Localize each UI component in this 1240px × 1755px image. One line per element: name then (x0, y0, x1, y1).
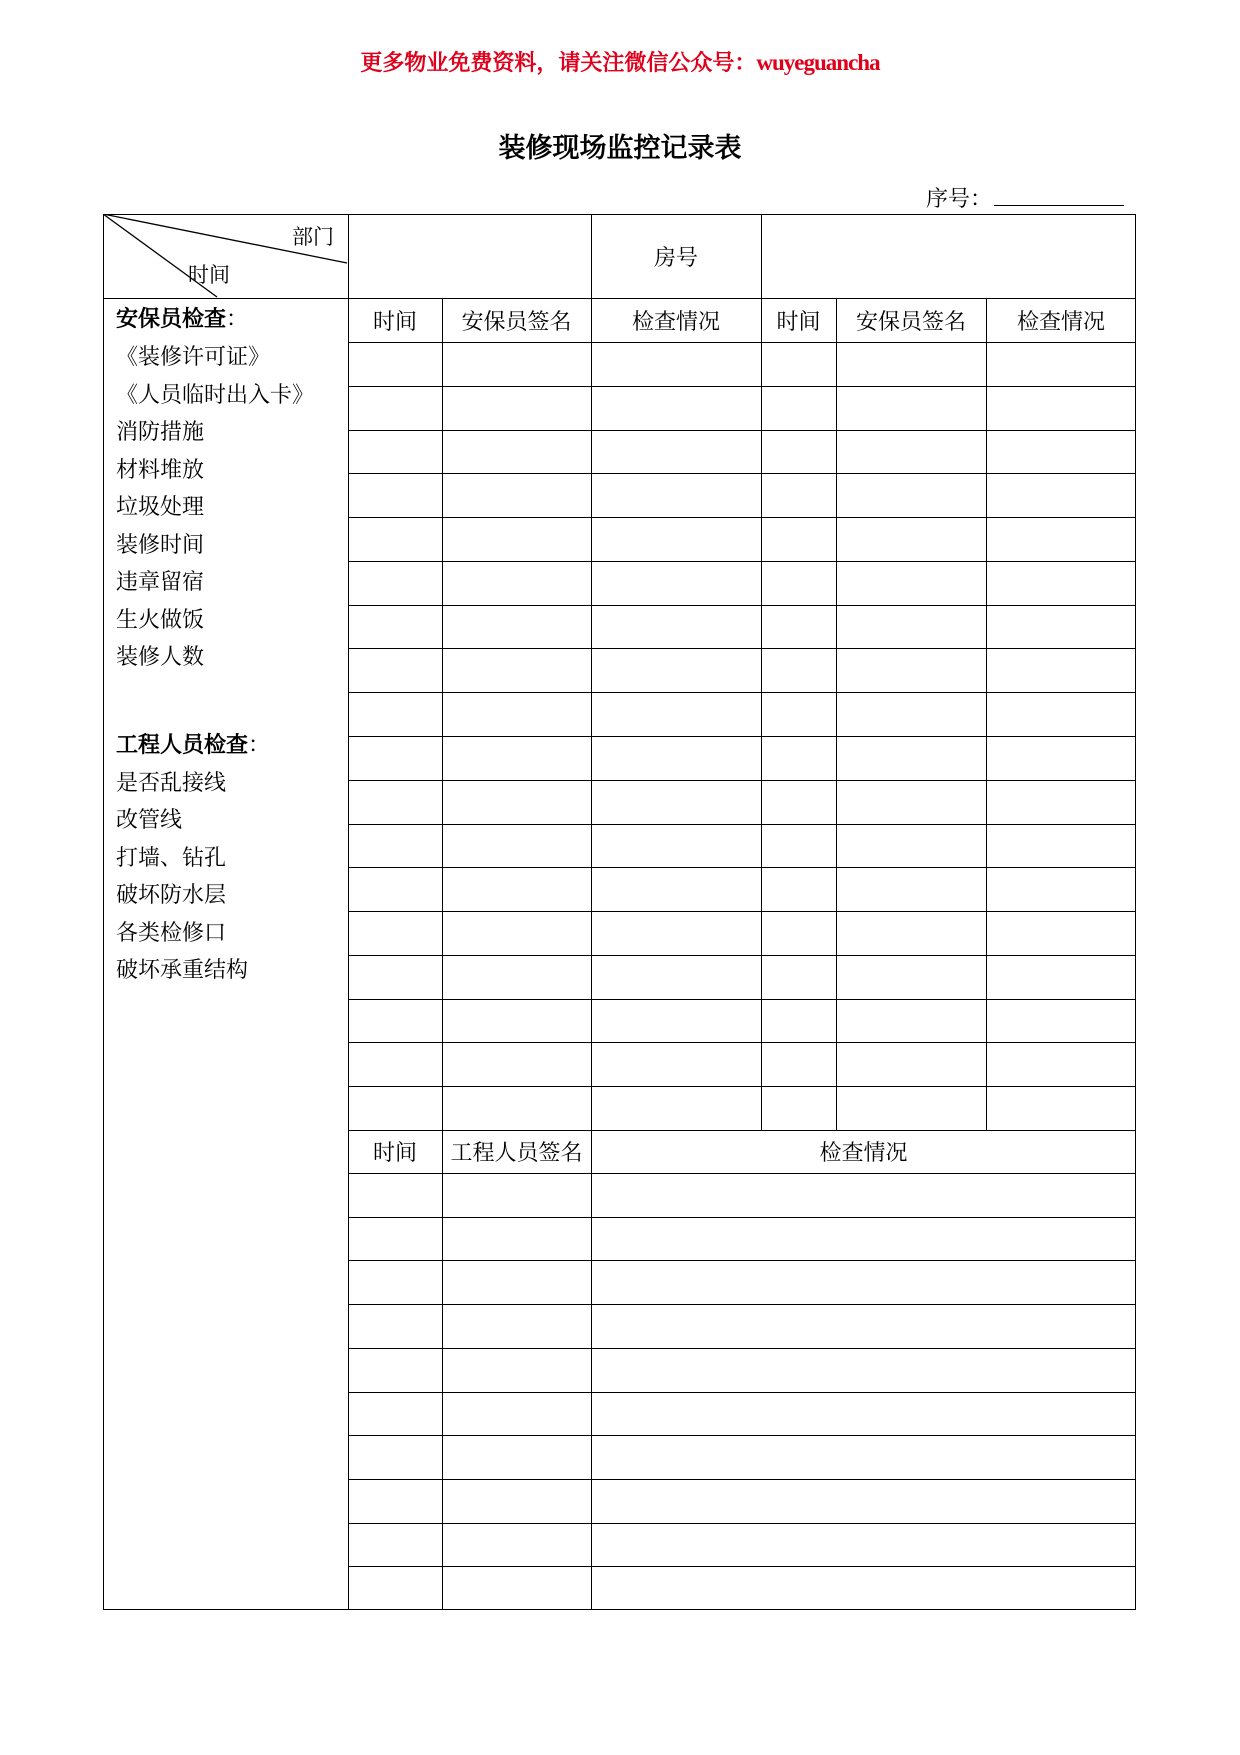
table-cell[interactable] (761, 736, 836, 780)
table-cell[interactable] (591, 1348, 1136, 1392)
table-cell[interactable] (761, 648, 836, 692)
serial-label: 序号： (926, 187, 993, 212)
serial-input-line[interactable] (994, 205, 1124, 206)
table-cell[interactable] (986, 605, 1136, 649)
table-cell[interactable] (986, 780, 1136, 824)
table-cell[interactable] (986, 342, 1136, 386)
table-cell[interactable] (761, 1086, 836, 1130)
table-cell[interactable] (591, 999, 761, 1043)
table-cell[interactable] (761, 342, 836, 386)
security-item: 《人员临时出入卡》 (116, 383, 315, 408)
table-cell[interactable] (442, 692, 591, 736)
table-cell[interactable] (442, 473, 591, 517)
table-cell[interactable] (442, 386, 591, 430)
table-cell[interactable] (591, 386, 761, 430)
table-cell[interactable] (348, 999, 442, 1043)
table-cell[interactable] (836, 1086, 986, 1130)
table-cell[interactable] (591, 1392, 1136, 1436)
engineering-item: 改管线 (116, 808, 183, 833)
table-cell[interactable] (836, 430, 986, 474)
table-cell[interactable] (591, 911, 761, 955)
table-cell[interactable] (836, 999, 986, 1043)
table-cell[interactable] (986, 867, 1136, 911)
table-cell[interactable] (591, 1217, 1136, 1261)
table-cell[interactable] (442, 430, 591, 474)
table-cell[interactable] (442, 517, 591, 561)
col-header-time: 时间 (372, 309, 417, 335)
table-cell[interactable] (348, 1173, 442, 1217)
table-cell[interactable] (442, 605, 591, 649)
table-cell[interactable] (591, 561, 761, 605)
table-cell[interactable] (442, 1086, 591, 1130)
table-cell[interactable] (761, 911, 836, 955)
page-title: 装修现场监控记录表 (498, 133, 742, 164)
table-cell[interactable] (348, 1348, 442, 1392)
table-cell[interactable] (348, 1304, 442, 1348)
promo-account: wuyeguancha (756, 50, 880, 75)
security-heading: 安保员检查： (116, 307, 249, 332)
table-cell[interactable] (761, 386, 836, 430)
table-cell[interactable] (591, 517, 761, 561)
table-cell[interactable] (591, 780, 761, 824)
table-cell[interactable] (348, 867, 442, 911)
table-cell[interactable] (591, 473, 761, 517)
table-cell[interactable] (591, 1260, 1136, 1304)
table-cell[interactable] (591, 1173, 1136, 1217)
table-cell[interactable] (348, 648, 442, 692)
table-cell[interactable] (348, 955, 442, 999)
table-cell[interactable] (442, 955, 591, 999)
table-cell[interactable] (348, 1392, 442, 1436)
engineering-item: 打墙、钻孔 (116, 846, 227, 871)
table-cell[interactable] (442, 1392, 591, 1436)
table-cell[interactable] (836, 648, 986, 692)
row-divider (348, 1130, 1136, 1131)
security-item: 垃圾处理 (116, 495, 205, 520)
table-cell[interactable] (442, 824, 591, 868)
table-cell[interactable] (348, 473, 442, 517)
table-cell[interactable] (442, 911, 591, 955)
room-value-cell[interactable] (761, 214, 1136, 298)
security-item: 消防措施 (116, 420, 205, 445)
table-cell[interactable] (442, 561, 591, 605)
table-cell[interactable] (442, 1217, 591, 1261)
table-cell[interactable] (761, 517, 836, 561)
table-cell[interactable] (442, 1479, 591, 1523)
table-cell[interactable] (986, 517, 1136, 561)
table-cell[interactable] (986, 736, 1136, 780)
table-cell[interactable] (986, 473, 1136, 517)
table-cell[interactable] (442, 1173, 591, 1217)
table-cell[interactable] (986, 386, 1136, 430)
table-cell[interactable] (348, 1086, 442, 1130)
table-cell[interactable] (836, 473, 986, 517)
table-cell[interactable] (836, 692, 986, 736)
table-cell[interactable] (591, 605, 761, 649)
table-cell[interactable] (836, 1042, 986, 1086)
engineering-item: 各类检修口 (116, 921, 227, 946)
table-cell[interactable] (442, 867, 591, 911)
col-header-inspection: 检查情况 (819, 1141, 908, 1166)
table-cell[interactable] (348, 1260, 442, 1304)
promo-text: 更多物业免费资料，请关注微信公众号： (360, 51, 757, 76)
col-header-time: 时间 (776, 309, 821, 335)
table-cell[interactable] (591, 824, 761, 868)
header-divider (103, 298, 1136, 299)
col-header-inspection: 检查情况 (1016, 309, 1105, 335)
table-cell[interactable] (836, 780, 986, 824)
engineering-item: 是否乱接线 (116, 771, 227, 796)
table-cell[interactable] (986, 1042, 1136, 1086)
header-divider (761, 214, 762, 298)
table-cell[interactable] (442, 999, 591, 1043)
table-cell[interactable] (761, 561, 836, 605)
table-cell[interactable] (591, 1042, 761, 1086)
table-cell[interactable] (591, 692, 761, 736)
table-cell[interactable] (591, 1086, 761, 1130)
table-cell[interactable] (986, 692, 1136, 736)
table-cell[interactable] (591, 1566, 1136, 1610)
table-cell[interactable] (442, 342, 591, 386)
table-cell[interactable] (591, 342, 761, 386)
table-cell[interactable] (761, 1042, 836, 1086)
table-cell[interactable] (348, 342, 442, 386)
table-cell[interactable] (836, 911, 986, 955)
security-item: 生火做饭 (116, 608, 205, 633)
table-cell[interactable] (591, 1435, 1136, 1479)
engineering-item: 破坏承重结构 (116, 958, 249, 983)
table-cell[interactable] (591, 736, 761, 780)
table-cell[interactable] (348, 692, 442, 736)
col-header-security-signature: 安保员签名 (461, 309, 572, 335)
header-dept-label: 部门 (292, 225, 334, 249)
room-label: 房号 (653, 245, 698, 271)
security-item: 违章留宿 (116, 570, 205, 595)
table-cell[interactable] (348, 736, 442, 780)
table-cell[interactable] (348, 386, 442, 430)
table-cell[interactable] (591, 1523, 1136, 1567)
col-header-engineer-signature: 工程人员签名 (450, 1141, 583, 1166)
engineering-heading: 工程人员检查： (116, 733, 271, 758)
table-cell[interactable] (761, 605, 836, 649)
table-cell[interactable] (836, 824, 986, 868)
col-header-inspection: 检查情况 (631, 309, 720, 335)
table-cell[interactable] (442, 1042, 591, 1086)
table-cell[interactable] (986, 824, 1136, 868)
promo-banner (0, 46, 1240, 77)
header-time-label: 时间 (188, 263, 230, 287)
table-cell[interactable] (761, 955, 836, 999)
table-cell[interactable] (442, 1260, 591, 1304)
table-cell[interactable] (348, 517, 442, 561)
table-cell[interactable] (836, 605, 986, 649)
table-cell[interactable] (442, 780, 591, 824)
dept-value-cell[interactable] (348, 214, 591, 298)
table-cell[interactable] (348, 1435, 442, 1479)
table-cell[interactable] (986, 430, 1136, 474)
table-cell[interactable] (442, 1304, 591, 1348)
table-cell[interactable] (348, 1042, 442, 1086)
table-cell[interactable] (442, 1523, 591, 1567)
table-cell[interactable] (442, 1566, 591, 1610)
table-cell[interactable] (591, 867, 761, 911)
table-cell[interactable] (986, 955, 1136, 999)
table-cell[interactable] (836, 517, 986, 561)
table-cell[interactable] (442, 1435, 591, 1479)
table-cell[interactable] (348, 1217, 442, 1261)
table-cell[interactable] (348, 1523, 442, 1567)
table-cell[interactable] (761, 780, 836, 824)
table-cell[interactable] (442, 736, 591, 780)
col-header-security-signature: 安保员签名 (855, 309, 966, 335)
security-item: 《装修许可证》 (116, 345, 271, 370)
table-cell[interactable] (348, 430, 442, 474)
col-header-time: 时间 (372, 1141, 417, 1166)
table-cell[interactable] (761, 430, 836, 474)
table-cell[interactable] (761, 692, 836, 736)
table-cell[interactable] (836, 386, 986, 430)
engineering-item: 破坏防水层 (116, 883, 227, 908)
security-item: 材料堆放 (116, 458, 205, 483)
table-cell[interactable] (442, 648, 591, 692)
header-divider (591, 214, 592, 298)
table-cell[interactable] (348, 561, 442, 605)
table-cell[interactable] (986, 1086, 1136, 1130)
table-cell[interactable] (442, 1348, 591, 1392)
table-cell[interactable] (348, 911, 442, 955)
table-cell[interactable] (986, 648, 1136, 692)
table-cell[interactable] (761, 473, 836, 517)
table-cell[interactable] (761, 867, 836, 911)
table-cell[interactable] (836, 561, 986, 605)
table-cell[interactable] (591, 648, 761, 692)
table-cell[interactable] (591, 430, 761, 474)
table-cell[interactable] (348, 605, 442, 649)
table-cell[interactable] (986, 561, 1136, 605)
security-item: 装修人数 (116, 645, 205, 670)
table-cell[interactable] (761, 999, 836, 1043)
table-cell[interactable] (836, 955, 986, 999)
table-cell[interactable] (348, 780, 442, 824)
table-cell[interactable] (836, 736, 986, 780)
table-cell[interactable] (986, 911, 1136, 955)
table-cell[interactable] (348, 1566, 442, 1610)
table-cell[interactable] (591, 1304, 1136, 1348)
table-cell[interactable] (986, 999, 1136, 1043)
table-cell[interactable] (761, 824, 836, 868)
table-cell[interactable] (348, 1479, 442, 1523)
security-item: 装修时间 (116, 533, 205, 558)
table-cell[interactable] (348, 824, 442, 868)
table-cell[interactable] (836, 867, 986, 911)
table-cell[interactable] (836, 342, 986, 386)
table-cell[interactable] (591, 1479, 1136, 1523)
table-cell[interactable] (591, 955, 761, 999)
